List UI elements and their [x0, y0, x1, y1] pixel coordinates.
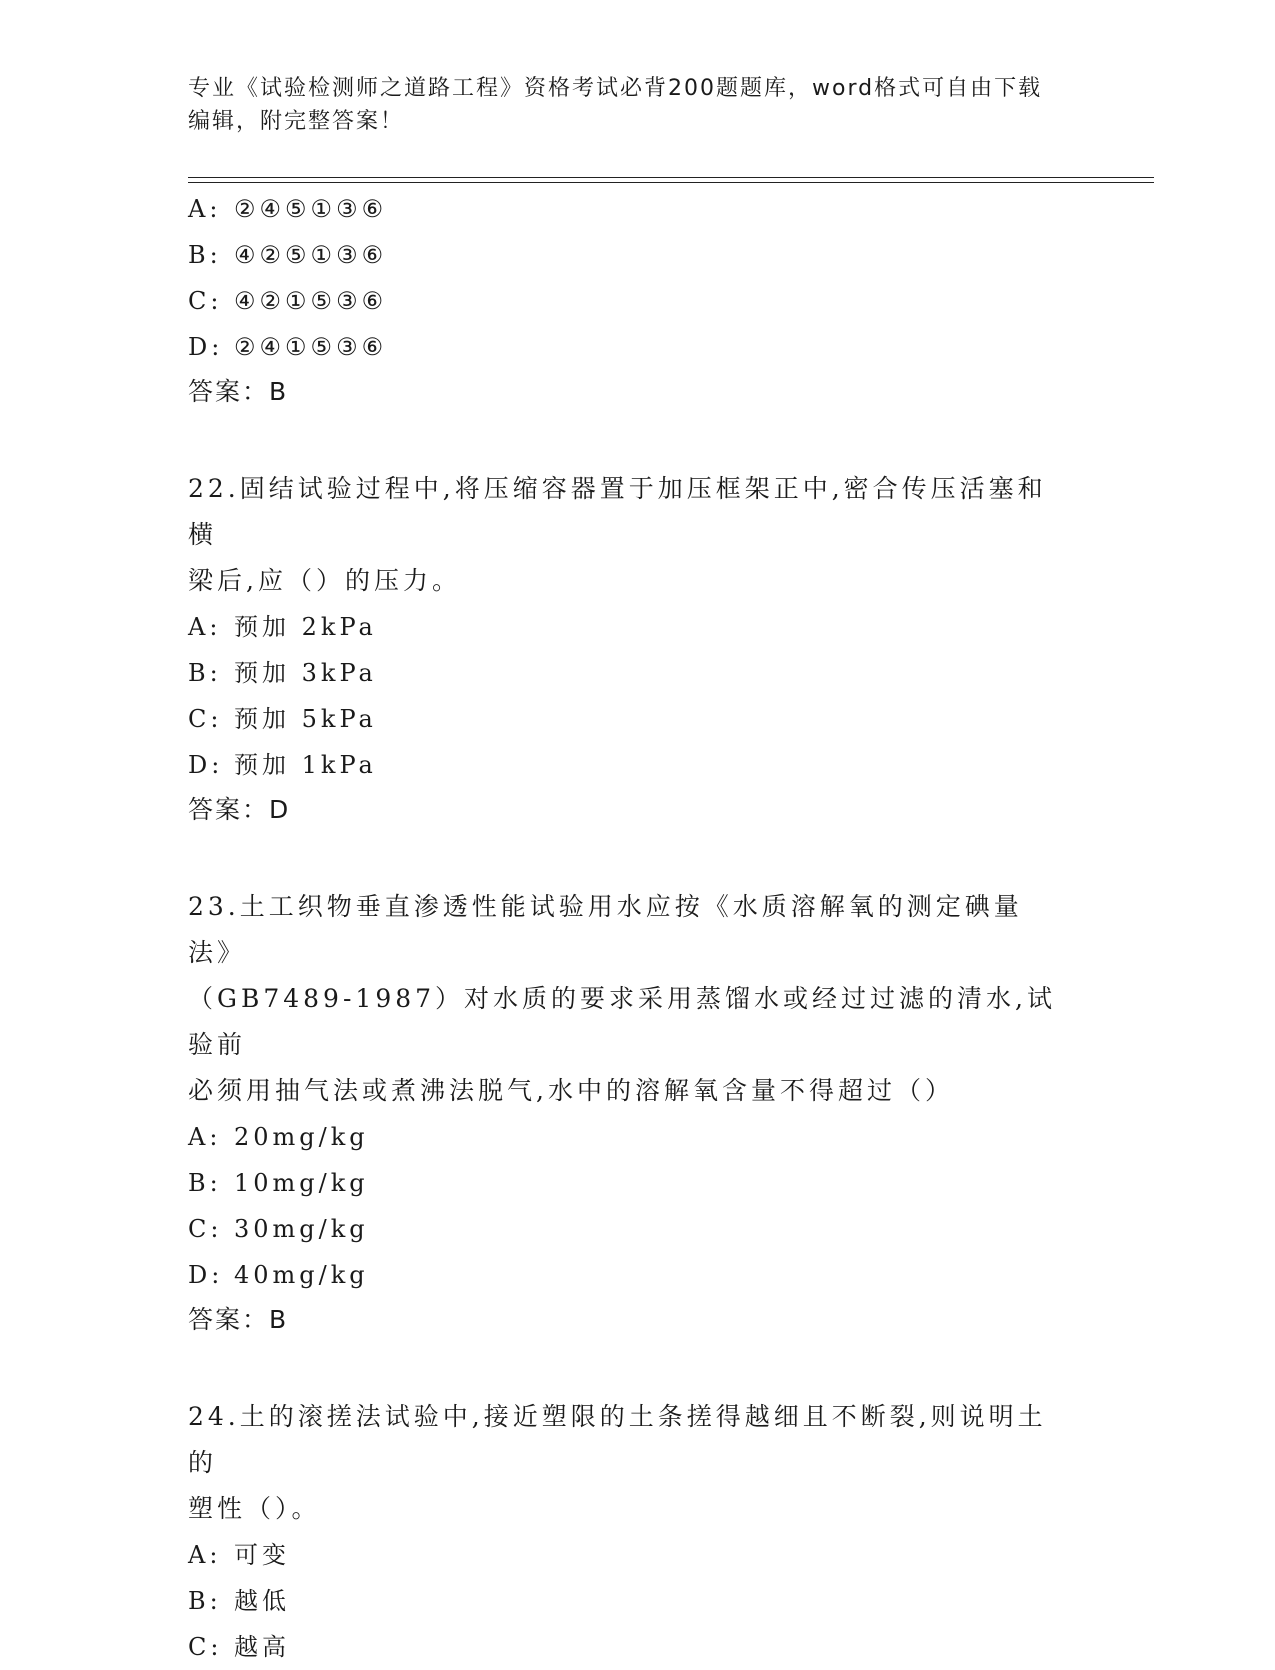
- option-a: A: 可变: [188, 1541, 290, 1569]
- question-list: [188, 186, 1088, 1670]
- option-c: C: 30mg/kg: [188, 1215, 369, 1243]
- option-d: D: ②④①⑤③⑥: [188, 333, 388, 361]
- option-a: A: 20mg/kg: [188, 1123, 369, 1151]
- question-24-block: [188, 1394, 1088, 1670]
- question-22-block: [188, 466, 1088, 832]
- answer-line: 答案：B: [188, 1305, 289, 1334]
- option-b: B: ④②⑤①③⑥: [188, 241, 388, 269]
- option-d: D: 40mg/kg: [188, 1261, 369, 1289]
- question-23-block: [188, 884, 1088, 1342]
- option-a: A: ②④⑤①③⑥: [188, 195, 388, 223]
- question-stem: 23.土工织物垂直渗透性能试验用水应按《水质溶解氧的测定碘量法》 （GB7489-1987）对水质的要求采用蒸馏水或经过过滤的清水,试验前 必须用抽气法或煮沸法脱气,水中的溶解氧含量不得超过（）: [188, 892, 1056, 1105]
- header-rule-top: [188, 177, 1154, 178]
- option-c: C: 预加 5kPa: [188, 705, 377, 733]
- header-rule-bottom: [188, 182, 1154, 183]
- option-b: B: 越低: [188, 1587, 290, 1615]
- option-a: A: 预加 2kPa: [188, 613, 377, 641]
- page-header: [188, 72, 1078, 138]
- option-c: C: 越高: [188, 1633, 290, 1661]
- option-b: B: 10mg/kg: [188, 1169, 369, 1197]
- answer-line: 答案：B: [188, 377, 289, 406]
- question-stem: 24.土的滚搓法试验中,接近塑限的土条搓得越细且不断裂,则说明土的 塑性（）。: [188, 1402, 1047, 1523]
- question-21-block: [188, 186, 1088, 414]
- header-line-1: 专业《试验检测师之道路工程》资格考试必背200题题库，word格式可自由下载: [188, 76, 1043, 101]
- answer-line: 答案：D: [188, 795, 291, 824]
- option-c: C: ④②①⑤③⑥: [188, 287, 388, 315]
- option-b: B: 预加 3kPa: [188, 659, 377, 687]
- option-d: D: 预加 1kPa: [188, 751, 377, 779]
- header-line-2: 编辑，附完整答案！: [188, 109, 405, 134]
- question-stem: 22.固结试验过程中,将压缩容器置于加压框架正中,密合传压活塞和横 梁后,应（）的压力。: [188, 474, 1047, 595]
